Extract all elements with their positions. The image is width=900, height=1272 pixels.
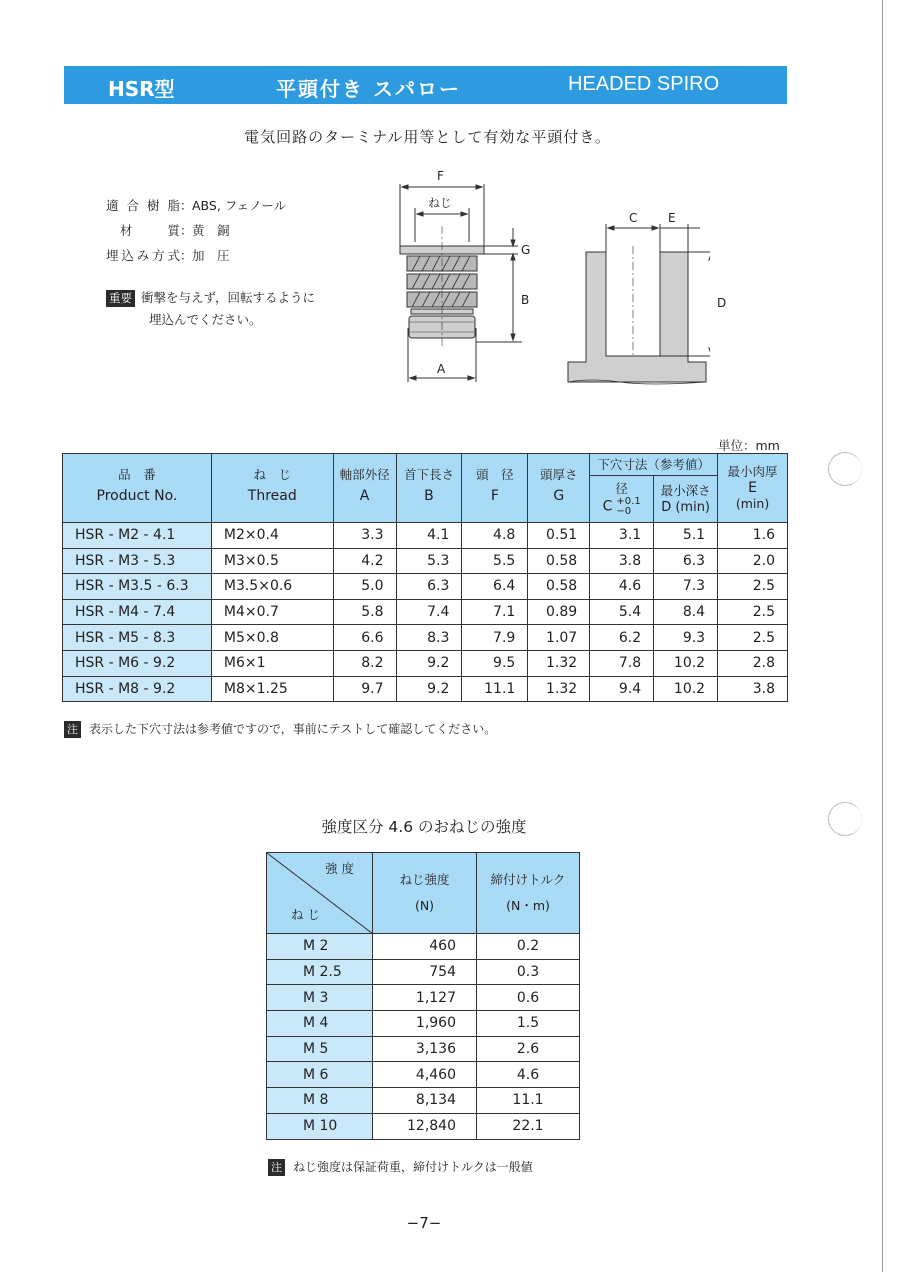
table-row: HSR - M8 - 9.2 M8×1.25 9.7 9.2 11.1 1.32 9.4 10.2 3.8 bbox=[63, 676, 788, 702]
table-row: M 2 460 0.2 bbox=[267, 934, 580, 960]
spec-value: 黄 銅 bbox=[192, 223, 230, 238]
dim-b-label: B bbox=[521, 293, 530, 307]
spec-method: 埋込み方式：加 圧 bbox=[106, 248, 230, 263]
note-pilot-hole bbox=[64, 720, 496, 738]
dim-g-label: G bbox=[521, 243, 531, 257]
col-head-dia: 頭 径 F bbox=[462, 454, 528, 523]
table-row: HSR - M6 - 9.2 M6×1 8.2 9.2 9.5 1.32 7.8 10.2 2.8 bbox=[63, 650, 788, 676]
corner-top-label: 強 度 bbox=[325, 861, 354, 876]
table-row: M 8 8,134 11.1 bbox=[267, 1088, 580, 1114]
col-torque: 締付けトルク (N・m) bbox=[477, 853, 580, 934]
table-row: M 6 4,460 4.6 bbox=[267, 1062, 580, 1088]
unit-label: 単位：mm bbox=[718, 438, 780, 453]
dim-f-label: F bbox=[437, 169, 444, 183]
model-code: HSR型 bbox=[108, 77, 175, 101]
important-line-1: 衝撃を与えず，回転するように bbox=[141, 290, 316, 305]
corner-bottom-label: ね じ bbox=[291, 907, 320, 922]
table-row: M 10 12,840 22.1 bbox=[267, 1113, 580, 1139]
spec-label: 適合樹脂 bbox=[106, 198, 180, 213]
col-product: 品 番 Product No. bbox=[63, 454, 212, 523]
spec-label: 材質 bbox=[120, 223, 180, 238]
dim-a-label: A bbox=[437, 362, 446, 376]
table-row: M 4 1,960 1.5 bbox=[267, 1011, 580, 1037]
dim-e-label: E bbox=[668, 211, 676, 225]
table-row: HSR - M5 - 8.3 M5×0.8 6.6 8.3 7.9 1.07 6.2 9.3 2.5 bbox=[63, 625, 788, 651]
dim-c-label: C bbox=[629, 211, 638, 225]
table-row: M 2.5 754 0.3 bbox=[267, 959, 580, 985]
product-name-jp: 平頭付き スパロー bbox=[276, 77, 461, 101]
table-row: M 3 1,127 0.6 bbox=[267, 985, 580, 1011]
table-row: HSR - M2 - 4.1 M2×0.4 3.3 4.1 4.8 0.51 3.1 5.1 1.6 bbox=[63, 523, 788, 549]
col-wall: 最小肉厚 E (min) bbox=[718, 454, 788, 523]
col-hole-group: 下穴寸法（参考値） bbox=[590, 454, 718, 476]
dim-d-label: D bbox=[717, 296, 727, 310]
spec-material: 材質：黄 銅 bbox=[120, 223, 230, 238]
col-head-thk: 頭厚さ G bbox=[528, 454, 590, 523]
spec-resin: 適合樹脂：ABS, フェノール bbox=[106, 198, 287, 213]
note-badge: 注 bbox=[268, 1159, 285, 1176]
diagonal-line bbox=[267, 853, 373, 934]
col-strength: ねじ強度 (N) bbox=[373, 853, 477, 934]
important-notice bbox=[106, 287, 315, 331]
subtitle: 電気回路のターミナル用等として有効な平頭付き。 bbox=[244, 128, 611, 146]
page-edge-line bbox=[882, 0, 883, 1272]
punch-hole-icon bbox=[828, 452, 862, 486]
strength-table bbox=[266, 852, 580, 1140]
note-text: ねじ強度は保証荷重，締付けトルクは一般値 bbox=[293, 1160, 533, 1174]
pilot-hole-drawing bbox=[560, 206, 710, 386]
insert-drawing bbox=[390, 168, 550, 388]
product-name-en: HEADED SPIRO bbox=[568, 73, 720, 95]
page-number: −7− bbox=[406, 1214, 442, 1232]
table-row: M 5 3,136 2.6 bbox=[267, 1036, 580, 1062]
spec-value: 加 圧 bbox=[192, 248, 230, 263]
col-shaft: 軸部外径 A bbox=[333, 454, 396, 523]
spec-value: ABS, フェノール bbox=[192, 198, 287, 213]
strength-table-title: 強度区分 4.6 のおねじの強度 bbox=[321, 818, 527, 836]
spec-label: 埋込み方式 bbox=[106, 248, 180, 263]
table-row: HSR - M4 - 7.4 M4×0.7 5.8 7.4 7.1 0.89 5.4 8.4 2.5 bbox=[63, 599, 788, 625]
corner-header bbox=[267, 853, 373, 934]
col-thread: ね じ Thread bbox=[211, 454, 333, 523]
note-text: 表示した下穴寸法は参考値ですので，事前にテストして確認してください。 bbox=[89, 722, 497, 736]
col-length: 首下長さ B bbox=[396, 454, 462, 523]
important-badge: 重要 bbox=[106, 290, 135, 307]
col-hole-dia: 径 C +0.1 −0 bbox=[590, 476, 654, 523]
important-line-2: 埋込んでください。 bbox=[149, 312, 262, 327]
note-strength bbox=[268, 1158, 533, 1176]
dim-thread-label: ねじ bbox=[428, 196, 453, 210]
title-bar bbox=[64, 66, 787, 104]
note-badge: 注 bbox=[64, 721, 81, 738]
table-row: HSR - M3.5 - 6.3 M3.5×0.6 5.0 6.3 6.4 0.58 4.6 7.3 2.5 bbox=[63, 574, 788, 600]
col-hole-depth: 最小深さ D (min) bbox=[654, 476, 718, 523]
spec-table bbox=[62, 453, 788, 702]
table-row: HSR - M3 - 5.3 M3×0.5 4.2 5.3 5.5 0.58 3.8 6.3 2.0 bbox=[63, 548, 788, 574]
